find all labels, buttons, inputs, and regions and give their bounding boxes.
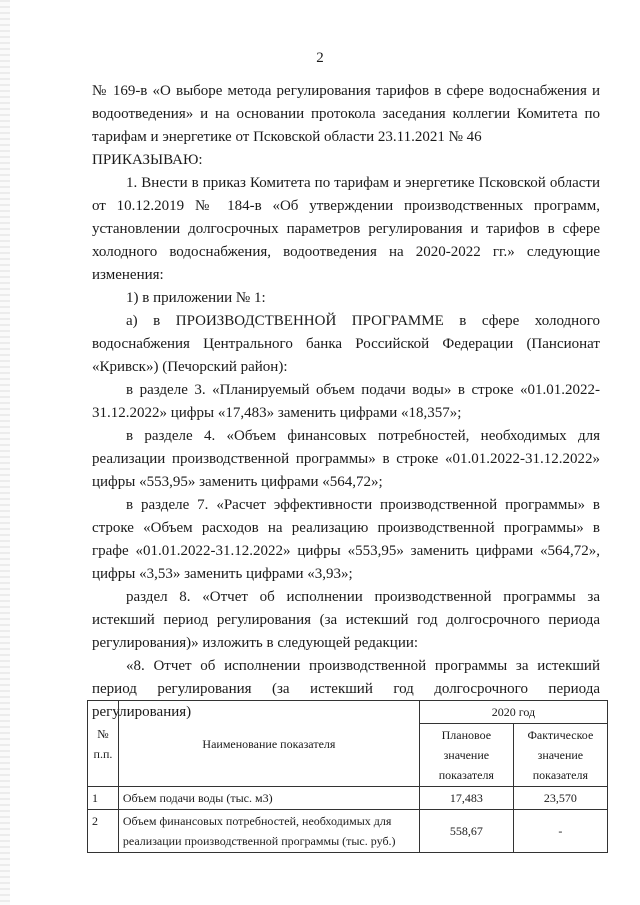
paragraph-section-4: в разделе 4. «Объем финансовых потребностей, необходимых для реализации производственной программы» в строке «01.01.2022-31.12.2022» цифры «553,95» заменить цифрами «564,72»; [92, 428, 600, 490]
paragraph-program: а) в ПРОИЗВОДСТВЕННОЙ ПРОГРАММЕ в сфере холодного водоснабжения Центрального банка Российской Федерации (Пансионат «Кривск») (Печорский район): [92, 313, 600, 375]
header-year: 2020 год [419, 701, 607, 724]
paragraph-intro: № 169-в «О выборе метода регулирования тарифов в сфере водоснабжения и водоотведения» и на основании протокола заседания коллегии Комитета по тарифам и энергетике от Псковской области 23.11.2021 № 46 [92, 83, 600, 145]
row-name: Объем подачи воды (тыс. м3) [118, 787, 419, 810]
header-fact: Фактическое значение показателя [513, 724, 607, 787]
paragraph-item-1: 1. Внести в приказ Комитета по тарифам и энергетике Псковской области от 10.12.2019 № 184-в «Об утверждении производственных программ, установлении долгосрочных параметров регулирования и тарифов в сфере холодного водоснабжения, водоотведения на 2020-2022 гг.» следующие изменения: [92, 175, 600, 283]
row-num: 1 [88, 787, 119, 810]
document-body [92, 80, 600, 724]
paragraph-appendix: 1) в приложении № 1: [126, 290, 266, 306]
row-num: 2 [88, 810, 119, 853]
scan-edge-artifact [0, 0, 10, 905]
row-name: Объем финансовых потребностей, необходимых для реализации производственной программы (тыс. руб.) [118, 810, 419, 853]
header-num: № п.п. [88, 701, 119, 787]
header-plan: Плановое значение показателя [419, 724, 513, 787]
table-row [88, 787, 608, 810]
paragraph-order: ПРИКАЗЫВАЮ: [92, 152, 203, 168]
row-fact: - [513, 810, 607, 853]
row-plan: 558,67 [419, 810, 513, 853]
report-table [87, 700, 608, 853]
page-number: 2 [316, 50, 324, 66]
row-fact: 23,570 [513, 787, 607, 810]
paragraph-section-8: раздел 8. «Отчет об исполнении производственной программы за истекший период регулирования (за истекший год долгосрочного периода регулирования)» изложить в следующей редакции: [92, 589, 600, 651]
paragraph-section-8-title: «8. Отчет об исполнении производственной программы за истекший период регулирования (за истекший год долгосрочного периода регулирования) [92, 658, 600, 720]
paragraph-section-7: в разделе 7. «Расчет эффективности производственной программы» в строке «Объем расходов на реализацию производственной программы» в графе «01.01.2022-31.12.2022» цифры «553,95» заменить цифрами «564,72», цифры «3,53» заменить цифрами «3,93»; [92, 497, 600, 582]
table-row [88, 810, 608, 853]
paragraph-section-3: в разделе 3. «Планируемый объем подачи воды» в строке «01.01.2022-31.12.2022» цифры «17,483» заменить цифрами «18,357»; [92, 382, 600, 421]
row-plan: 17,483 [419, 787, 513, 810]
table-header-row [88, 701, 608, 724]
header-name: Наименование показателя [118, 701, 419, 787]
